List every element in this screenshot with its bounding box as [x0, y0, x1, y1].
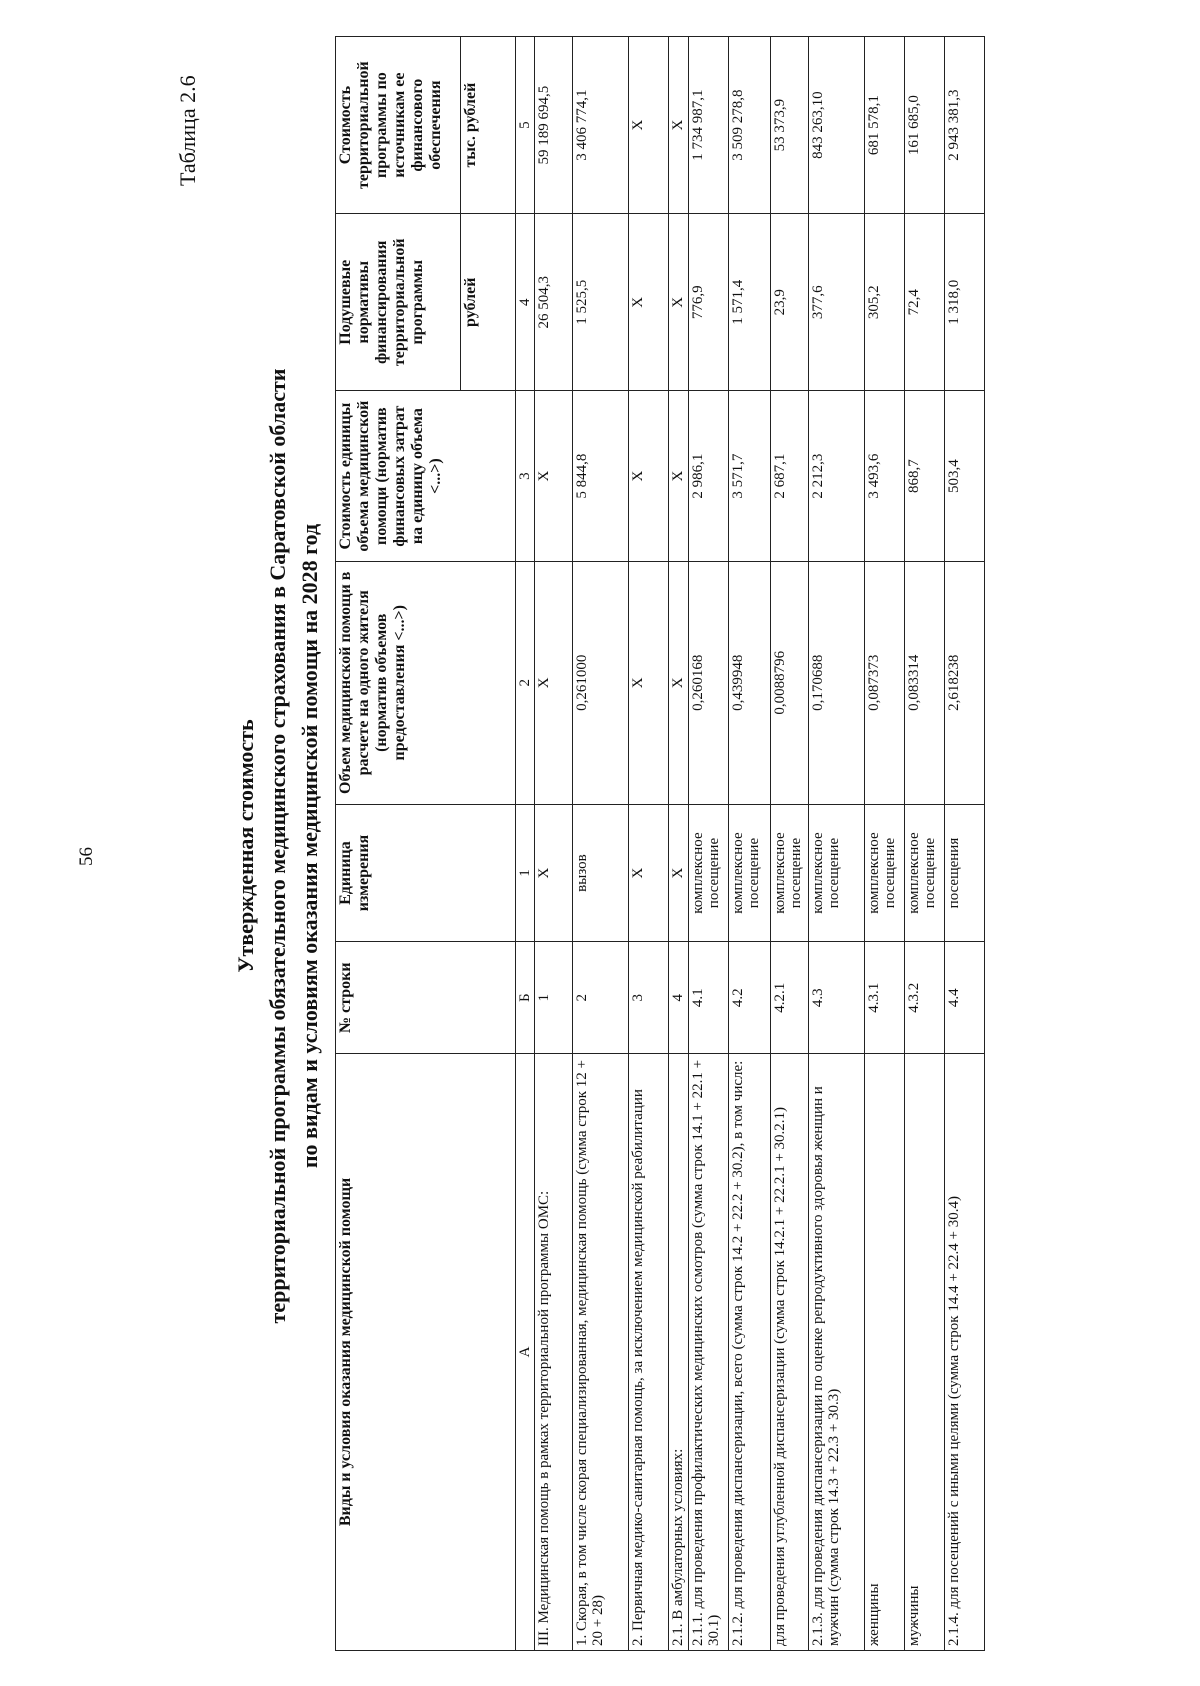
header-total-cost: Стоимость территориальной программы по источникам ее финансового обеспечения [336, 37, 461, 214]
cell-kind: 2.1. В амбулаторных условиях: [669, 1053, 689, 1650]
cell-unit: посещения [945, 804, 985, 942]
table-row [865, 37, 905, 1651]
header-row-number: № строки [336, 942, 516, 1054]
title-line: Утвержденная стоимость [233, 719, 258, 973]
cell-row-number: 4.4 [945, 942, 985, 1054]
cell-per-capita: 23,9 [771, 214, 809, 391]
cell-unit: комплексное посещение [865, 804, 905, 942]
cell-volume: 0,439948 [729, 561, 771, 804]
cell-per-capita: X [629, 214, 669, 391]
table-row [669, 37, 689, 1651]
cell-per-capita: 776,9 [689, 214, 729, 391]
index-cell: 2 [516, 561, 535, 804]
cell-unit: комплексное посещение [905, 804, 945, 942]
cell-row-number: 4.3 [809, 942, 865, 1054]
cell-volume: 0,083314 [905, 561, 945, 804]
cell-total-cost: 59 189 694,5 [535, 37, 573, 214]
cell-unit: комплексное посещение [809, 804, 865, 942]
table-row [535, 37, 573, 1651]
cell-per-capita: 377,6 [809, 214, 865, 391]
cell-unit-cost: 3 571,7 [729, 391, 771, 562]
cell-total-cost: X [629, 37, 669, 214]
cell-volume: X [669, 561, 689, 804]
title-line: территориальной программы обязательного медицинского страхования в Саратовской области [265, 368, 290, 1324]
cell-total-cost: 2 943 381,3 [945, 37, 985, 214]
cell-kind: 2.1.2. для проведения диспансеризации, всего (сумма строк 14.2 + 22.2 + 30.2), в том числе: [729, 1053, 771, 1650]
header-per-capita: Подушевые нормативы финансирования территориальной программы [336, 214, 461, 391]
cell-volume: 0,170688 [809, 561, 865, 804]
cell-per-capita: 305,2 [865, 214, 905, 391]
header-unit-cost: Стоимость единицы объема медицинской помощи (норматив финансовых затрат на единицу объема <...>) [336, 391, 516, 562]
cell-per-capita: X [669, 214, 689, 391]
index-cell: Б [516, 942, 535, 1054]
cell-kind: 2.1.3. для проведения диспансеризации по оценке репродуктивного здоровья женщин и мужчин (сумма строк 14.3 + 22.3 + 30.3) [809, 1053, 865, 1650]
index-cell: 3 [516, 391, 535, 562]
cell-unit: X [629, 804, 669, 942]
index-cell: А [516, 1053, 535, 1650]
cell-volume: 0,0088796 [771, 561, 809, 804]
cell-total-cost: 681 578,1 [865, 37, 905, 214]
cell-unit-cost: 868,7 [905, 391, 945, 562]
cell-row-number: 1 [535, 942, 573, 1054]
cell-total-cost: X [669, 37, 689, 214]
cell-unit-cost: X [669, 391, 689, 562]
cell-volume: 2,618238 [945, 561, 985, 804]
cell-unit: комплексное посещение [729, 804, 771, 942]
table-row [771, 37, 809, 1651]
cell-unit-cost: X [535, 391, 573, 562]
cell-kind: 2. Первичная медико-санитарная помощь, за исключением медицинской реабилитации [629, 1053, 669, 1650]
cell-unit: комплексное посещение [771, 804, 809, 942]
header-unit-thousand-rubles: тыс. рублей [461, 37, 516, 214]
cell-volume: 0,087373 [865, 561, 905, 804]
table-row [573, 37, 629, 1651]
cell-row-number: 3 [629, 942, 669, 1054]
cell-total-cost: 843 263,10 [809, 37, 865, 214]
cell-unit: X [535, 804, 573, 942]
table-row [689, 37, 729, 1651]
header-unit-rubles: рублей [461, 214, 516, 391]
cell-per-capita: 1 525,5 [573, 214, 629, 391]
cell-unit-cost: 5 844,8 [573, 391, 629, 562]
cell-kind: мужчины [905, 1053, 945, 1650]
table-row [809, 37, 865, 1651]
cell-total-cost: 1 734 987,1 [689, 37, 729, 214]
cell-kind: 2.1.1. для проведения профилактических медицинских осмотров (сумма строк 14.1 + 22.1 + 30.1) [689, 1053, 729, 1650]
cell-volume: 0,261000 [573, 561, 629, 804]
index-cell: 4 [516, 214, 535, 391]
cell-row-number: 4 [669, 942, 689, 1054]
table-row [945, 37, 985, 1651]
cell-unit-cost: 3 493,6 [865, 391, 905, 562]
header-kind: Виды и условия оказания медицинской помощи [336, 1053, 516, 1650]
table-row [905, 37, 945, 1651]
cell-per-capita: 26 504,3 [535, 214, 573, 391]
cell-unit-cost: X [629, 391, 669, 562]
cell-kind: женщины [865, 1053, 905, 1650]
cell-unit-cost: 2 212,3 [809, 391, 865, 562]
cell-kind: 1. Скорая, в том числе скорая специализированная, медицинская помощь (сумма строк 12 + 20 + 28) [573, 1053, 629, 1650]
index-cell: 5 [516, 37, 535, 214]
cell-total-cost: 161 685,0 [905, 37, 945, 214]
cell-row-number: 4.3.1 [865, 942, 905, 1054]
cell-per-capita: 1 571,4 [729, 214, 771, 391]
cell-row-number: 4.3.2 [905, 942, 945, 1054]
cell-volume: X [629, 561, 669, 804]
cell-row-number: 4.2 [729, 942, 771, 1054]
index-row [516, 37, 535, 1651]
cell-row-number: 2 [573, 942, 629, 1054]
cost-table [335, 36, 985, 1651]
cell-total-cost: 3 406 774,1 [573, 37, 629, 214]
cell-per-capita: 1 318,0 [945, 214, 985, 391]
cell-unit-cost: 2 687,1 [771, 391, 809, 562]
cell-unit-cost: 503,4 [945, 391, 985, 562]
cell-kind: 2.1.4. для посещений с иными целями (сумма строк 14.4 + 22.4 + 30.4) [945, 1053, 985, 1650]
cell-per-capita: 72,4 [905, 214, 945, 391]
cell-unit-cost: 2 986,1 [689, 391, 729, 562]
table-row [629, 37, 669, 1651]
cell-row-number: 4.2.1 [771, 942, 809, 1054]
table-label: Таблица 2.6 [175, 75, 200, 186]
page-number: 56 [76, 847, 97, 866]
cell-unit: X [669, 804, 689, 942]
cell-volume: X [535, 561, 573, 804]
table-row [729, 37, 771, 1651]
header-volume: Объем медицинской помощи в расчете на одного жителя (норматив объемов предоставления <...>) [336, 561, 516, 804]
cell-total-cost: 3 509 278,8 [729, 37, 771, 214]
header-unit: Единица измерения [336, 804, 516, 942]
cell-unit: комплексное посещение [689, 804, 729, 942]
cell-volume: 0,260168 [689, 561, 729, 804]
cell-total-cost: 53 373,9 [771, 37, 809, 214]
title-line: по видам и условиям оказания медицинской помощи на 2028 год [297, 523, 322, 1169]
document-title [230, 156, 326, 1536]
cell-kind: III. Медицинская помощь в рамках территориальной программы ОМС: [535, 1053, 573, 1650]
cell-kind: для проведения углубленной диспансеризации (сумма строк 14.2.1 + 22.2.1 + 30.2.1) [771, 1053, 809, 1650]
index-cell: 1 [516, 804, 535, 942]
cell-unit: вызов [573, 804, 629, 942]
cell-row-number: 4.1 [689, 942, 729, 1054]
